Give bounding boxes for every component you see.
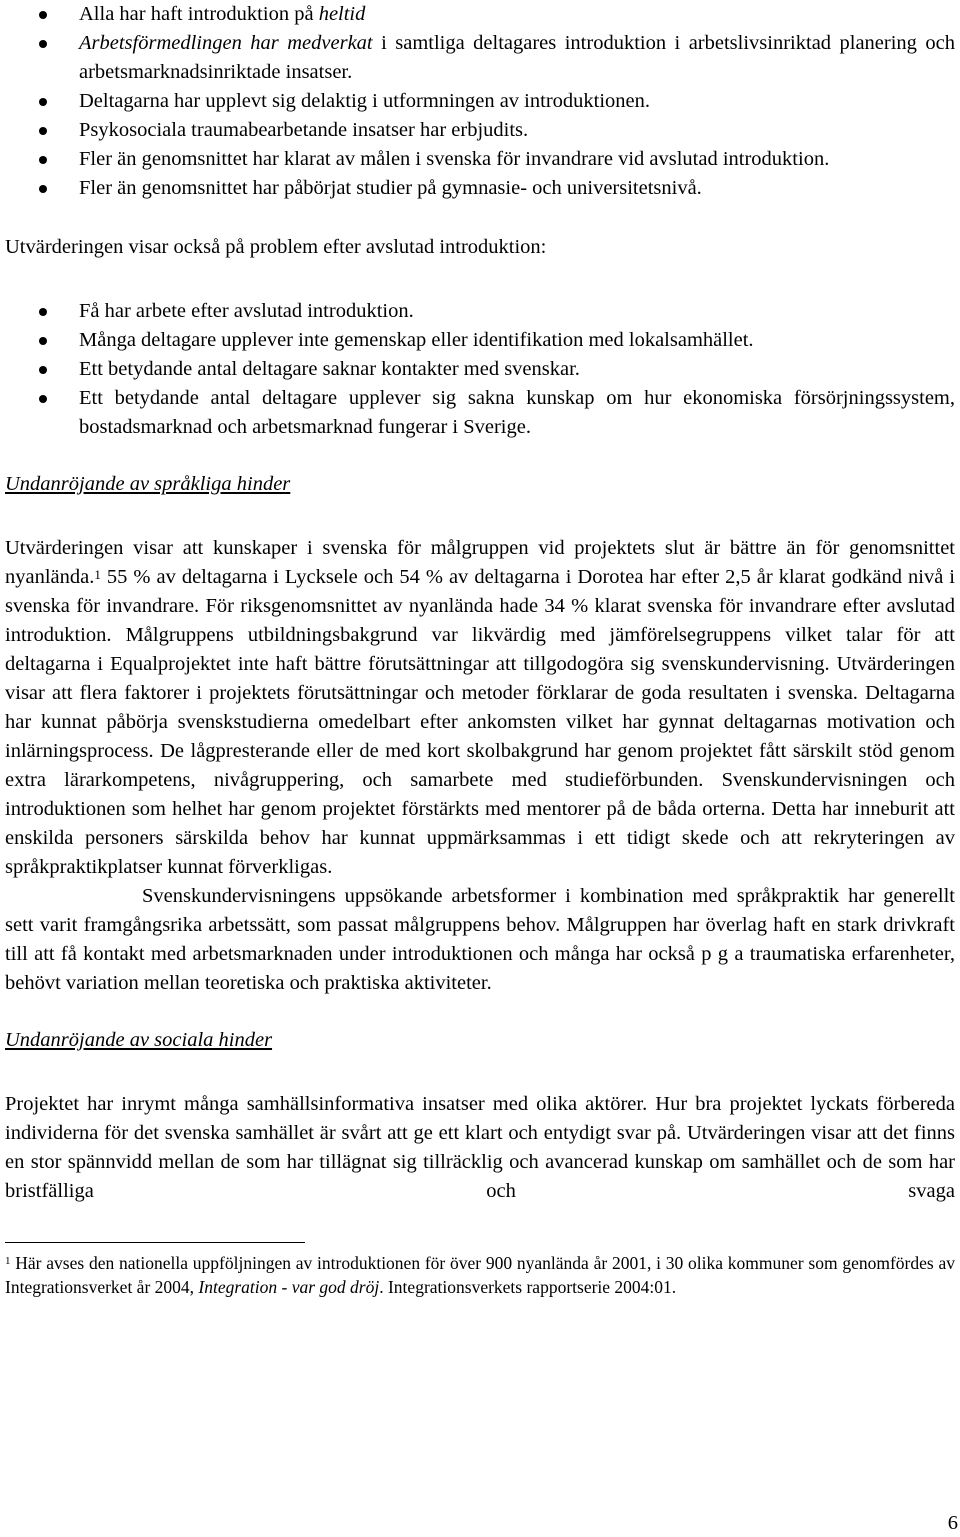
list-item: Få har arbete efter avslutad introduktion. xyxy=(5,297,955,326)
list-item: Ett betydande antal deltagare upplever sig sakna kunskap om hur ekonomiska försörjningssystem, bostadsmarknad och arbetsmarknad fungerar i Sverige. xyxy=(5,384,955,442)
list-item: Arbetsförmedlingen har medverkat i samtliga deltagares introduktion i arbetslivsinriktad planering och arbetsmarknadsinriktade insatser. xyxy=(5,29,955,87)
section-heading-language: Undanröjande av språkliga hinder xyxy=(5,473,291,495)
footnote-divider xyxy=(5,1242,305,1243)
section-language-paragraph-1: Utvärderingen visar att kunskaper i svenska för målgruppen vid projektets slut är bättre än för genomsnittet nyanlända.$^1$ 55 % av deltagarna i Lycksele och 54 % av deltagarna i Dorotea har efter 2,5 år klarat godkänd nivå i svenska för invandrare. För riksgenomsnittet av nyanlända hade 34 % klarat svenska för invandrare efter avslutad introduktion. Målgruppens utbildningsbakgrund var likvärdig med jämförelsegruppens vilket talar för att deltagarna i Equalprojektet inte haft bättre förutsättningar att tillgodogöra sig svenskundervisning. Utvärderingen visar att flera faktorer i projektets förutsättningar och metoder förklarar de goda resultaten i svenska. Deltagarna har kunnat påbörja svenskstudierna omedelbart efter ankomsten vilket har gynnat deltagarnas motivation och inlärningsprocess. De lågpresterande eller de med kort skolbakgrund har genom projektet fått särskilt stöd genom extra lärarkompetens, nivågruppering, och samarbete med studieförbunden. Svenskundervisningen och introduktionen som helhet har genom projektet förstärkts med mentorer på de båda orterna. Detta har inneburit att enskilda personers särskilda behov har kunnat uppmärksammas i ett tidigt skede och att rekryteringen av språkpraktikplatser kunnat förverkligas. xyxy=(5,537,955,878)
list-item: Fler än genomsnittet har påbörjat studier på gymnasie- och universitetsnivå. xyxy=(5,174,955,203)
document-page xyxy=(5,0,955,1299)
list-item: Ett betydande antal deltagare saknar kontakter med svenskar. xyxy=(5,355,955,384)
section-heading-social: Undanröjande av sociala hinder xyxy=(5,1029,273,1051)
problems-bullet-list xyxy=(5,297,955,442)
footnote: $^1$ Här avses den nationella uppföljningen av introduktionen för över 900 nyanlända år 2001, i 30 olika kommuner som genomfördes av Integrationsverket år 2004, Integration - var god dröj. Integrationsverkets rapportserie 2004:01. xyxy=(5,1253,955,1297)
list-item: Alla har haft introduktion på heltid xyxy=(5,0,955,29)
page-number: 6 xyxy=(947,1512,958,1534)
footnote-reference: 1 xyxy=(94,567,101,582)
section-language-paragraph-2: Svenskundervisningens uppsökande arbetsformer i kombination med språkpraktik har generellt sett varit framgångsrika arbetssätt, som passat målgruppens behov. Målgruppen har överlag haft en stark drivkraft till att få kontakt med arbetsmarknaden under introduktionen och många har också p g a traumatiska erfarenheter, behövt variation mellan teoretiska och praktiska aktiviteter. xyxy=(5,885,955,994)
list-item: Psykosociala traumabearbetande insatser har erbjudits. xyxy=(5,116,955,145)
list-item: Fler än genomsnittet har klarat av målen i svenska för invandrare vid avslutad introduktion. xyxy=(5,145,955,174)
list-item: Deltagarna har upplevt sig delaktig i utformningen av introduktionen. xyxy=(5,87,955,116)
section-social-paragraph-1: Projektet har inrymt många samhällsinformativa insatser med olika aktörer. Hur bra projektet lyckats förbereda individerna för det svenska samhället är svårt att ge ett klart och entydigt svar på. Utvärderingen visar att det finns en stor spännvidd mellan de som har tillägnat sig tillräcklig och avancerad kunskap om samhället och de som har bristfälliga och svaga xyxy=(5,1093,955,1202)
results-bullet-list xyxy=(5,0,955,203)
list-item: Många deltagare upplever inte gemenskap eller identifikation med lokalsamhället. xyxy=(5,326,955,355)
problems-intro: Utvärderingen visar också på problem efter avslutad introduktion: xyxy=(5,236,547,258)
